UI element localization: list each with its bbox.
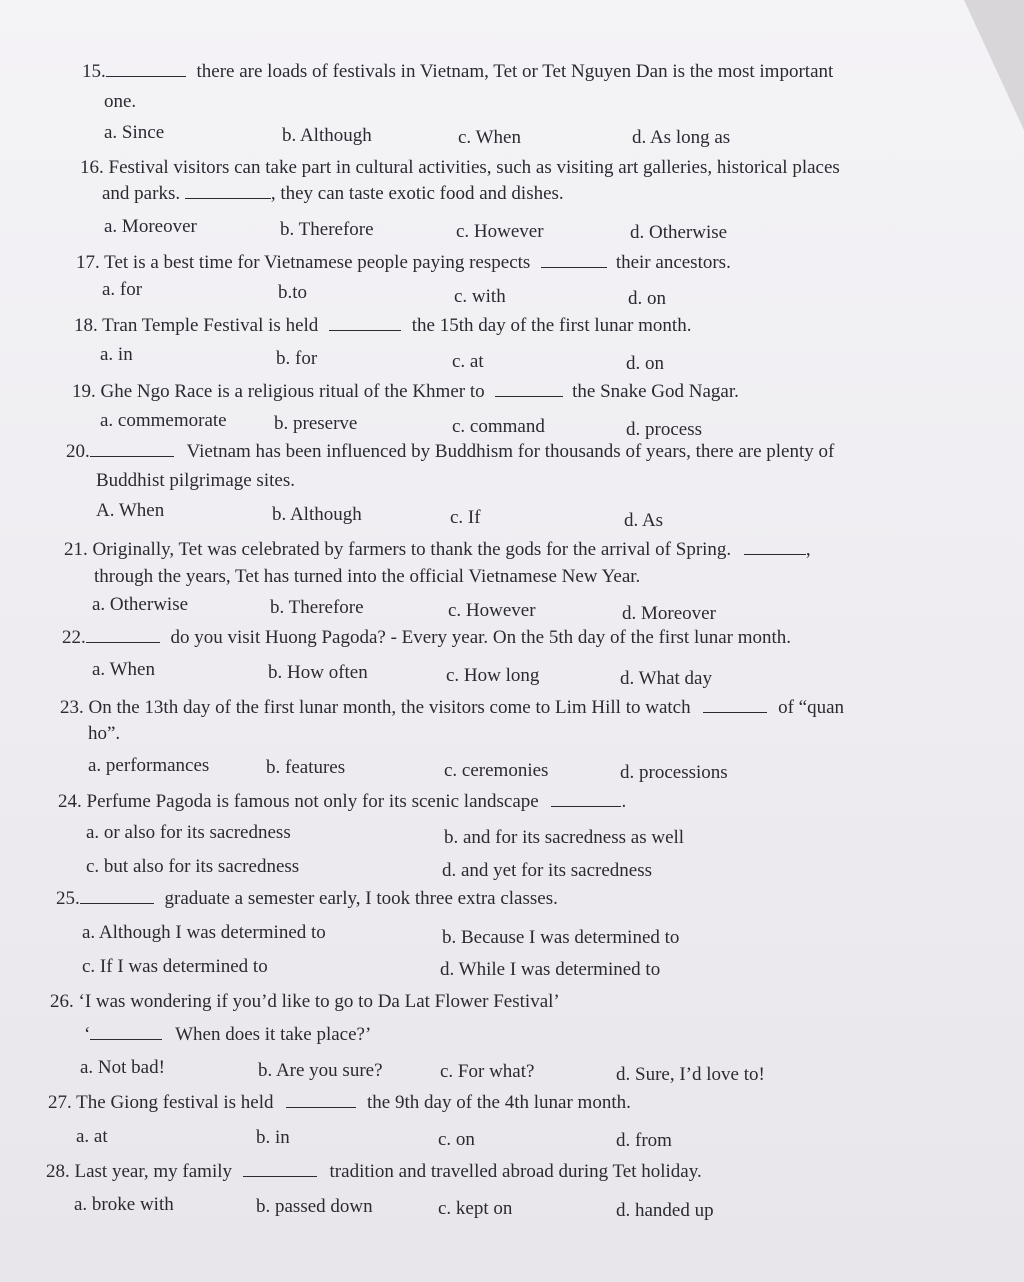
option-d[interactable]: d. While I was determined to (440, 959, 661, 980)
question-text: Tet is a best time for Vietnamese people paying respects (104, 252, 531, 273)
question-continuation: one. (104, 91, 137, 112)
answer-blank (329, 329, 401, 331)
option-c[interactable]: c. If (450, 507, 481, 528)
answer-blank (80, 902, 154, 904)
question-number: 28. (46, 1161, 70, 1182)
option-d[interactable]: d. As long as (632, 127, 731, 148)
question-continuation: Buddhist pilgrimage sites. (96, 470, 295, 491)
question-text-end: the Snake God Nagar. (572, 381, 739, 402)
question-text: there are loads of festivals in Vietnam, Tet or Tet Nguyen Dan is the most important (196, 61, 834, 82)
question-text: graduate a semester early, I took three extra classes. (164, 888, 558, 909)
answer-blank (744, 553, 806, 555)
option-a[interactable]: a. at (76, 1126, 108, 1147)
question-number: 24. (58, 791, 82, 812)
option-d[interactable]: d. processions (620, 762, 728, 783)
option-b[interactable]: b.to (278, 282, 308, 303)
option-d[interactable]: d. and yet for its sacredness (442, 860, 652, 881)
option-a[interactable]: a. Since (104, 122, 165, 143)
option-a[interactable]: a. Otherwise (92, 594, 189, 615)
question-number: 21. (64, 539, 88, 560)
question-text: Ghe Ngo Race is a religious ritual of the Khmer to (100, 381, 485, 402)
option-a[interactable]: a. commemorate (100, 410, 227, 431)
question-number: 23. (60, 697, 84, 718)
option-d[interactable]: d. from (616, 1130, 672, 1151)
option-c[interactable]: c. However (456, 221, 544, 242)
option-a[interactable]: a. broke with (74, 1194, 174, 1215)
option-d[interactable]: d. Moreover (622, 603, 716, 624)
answer-blank (703, 711, 767, 713)
option-c[interactable]: c. When (458, 127, 521, 148)
answer-blank (185, 197, 271, 199)
option-b[interactable]: b. Although (272, 504, 362, 525)
page-fold (964, 0, 1024, 130)
option-c[interactable]: c. If I was determined to (82, 956, 268, 977)
answer-blank (243, 1175, 317, 1177)
question-text: Perfume Pagoda is famous not only for its scenic landscape (86, 791, 539, 812)
option-b[interactable]: b. passed down (256, 1196, 373, 1217)
question-text: Vietnam has been influenced by Buddhism for thousands of years, there are plenty of (186, 441, 835, 462)
question-text: Tran Temple Festival is held (102, 315, 319, 336)
option-d[interactable]: d. handed up (616, 1200, 714, 1221)
answer-blank (541, 266, 607, 268)
option-c[interactable]: c. but also for its sacredness (86, 856, 300, 877)
answer-blank (551, 805, 621, 807)
option-b[interactable]: b. Are you sure? (258, 1060, 383, 1081)
option-b[interactable]: b. preserve (274, 413, 358, 434)
question-text-end: of “quan (778, 697, 845, 718)
option-c[interactable]: c. ceremonies (444, 760, 549, 781)
answer-blank (86, 641, 160, 643)
answer-blank (90, 1038, 162, 1040)
option-c[interactable]: c. How long (446, 665, 540, 686)
question-text-end: , (805, 539, 811, 560)
option-b[interactable]: b. for (276, 348, 318, 369)
question-text-end: tradition and travelled abroad during Tet holiday. (329, 1161, 702, 1182)
question-number: 22. (62, 627, 86, 648)
question-number: 25. (56, 888, 80, 909)
question-number: 19. (72, 381, 96, 402)
option-c[interactable]: c. at (452, 351, 484, 372)
question-text: Festival visitors can take part in cultural activities, such as visiting art galleries, historical places (108, 157, 840, 178)
question-continuation-end: When does it take place?’ (175, 1024, 372, 1045)
option-b[interactable]: b. Although (282, 125, 372, 146)
option-d[interactable]: d. on (626, 353, 664, 374)
option-a[interactable]: a. or also for its sacredness (86, 822, 291, 843)
question-number: 18. (74, 315, 98, 336)
option-a[interactable]: a. in (100, 344, 133, 365)
option-b[interactable]: b. Therefore (280, 219, 374, 240)
question-continuation: ‘ (84, 1024, 91, 1045)
option-c[interactable]: c. For what? (440, 1061, 535, 1082)
option-b[interactable]: b. and for its sacredness as well (444, 827, 685, 848)
option-b[interactable]: b. in (256, 1127, 290, 1148)
question-number: 16. (80, 157, 104, 178)
option-b[interactable]: b. features (266, 757, 346, 778)
option-c[interactable]: c. kept on (438, 1198, 513, 1219)
option-a[interactable]: a. Moreover (104, 216, 197, 237)
option-c[interactable]: c. command (452, 416, 545, 437)
question-text-end: the 15th day of the first lunar month. (411, 315, 692, 336)
option-a[interactable]: a. Not bad! (80, 1057, 165, 1078)
question-number: 15. (82, 61, 106, 82)
option-d[interactable]: d. Sure, I’d love to! (616, 1064, 765, 1085)
option-d[interactable]: d. Otherwise (630, 222, 728, 243)
option-a[interactable]: a. performances (88, 755, 210, 776)
option-b[interactable]: b. Therefore (270, 597, 364, 618)
option-d[interactable]: d. What day (620, 668, 712, 689)
option-d[interactable]: d. As (624, 510, 664, 531)
option-a[interactable]: a. for (102, 279, 143, 300)
question-number: 27. (48, 1092, 72, 1113)
option-c[interactable]: c. with (454, 286, 506, 307)
question-text: do you visit Huong Pagoda? - Every year. On the 5th day of the first lunar month. (170, 627, 792, 648)
option-c[interactable]: c. However (448, 600, 536, 621)
question-continuation: through the years, Tet has turned into the official Vietnamese New Year. (94, 566, 641, 587)
option-a[interactable]: A. When (96, 500, 165, 521)
question-number: 26. (50, 991, 74, 1012)
question-text: Originally, Tet was celebrated by farmers to thank the gods for the arrival of Spring. (92, 539, 732, 560)
answer-blank (90, 455, 174, 457)
option-c[interactable]: c. on (438, 1129, 475, 1150)
answer-blank (495, 395, 563, 397)
answer-blank (106, 75, 186, 77)
question-text: Last year, my family (74, 1161, 233, 1182)
question-continuation: ho”. (88, 723, 121, 744)
option-b[interactable]: b. Because I was determined to (442, 927, 680, 948)
question-number: 20. (66, 441, 90, 462)
option-b[interactable]: b. How often (268, 662, 368, 683)
question-text-end: their ancestors. (615, 252, 731, 273)
option-a[interactable]: a. When (92, 659, 155, 680)
option-a[interactable]: a. Although I was determined to (82, 922, 326, 943)
question-text: On the 13th day of the first lunar month, the visitors come to Lim Hill to watch (88, 697, 691, 718)
option-d[interactable]: d. process (626, 419, 702, 440)
question-number: 17. (76, 252, 100, 273)
question-text: The Giong festival is held (76, 1092, 274, 1113)
question-continuation: and parks. (102, 183, 181, 204)
question-text-end: the 9th day of the 4th lunar month. (367, 1092, 631, 1113)
option-d[interactable]: d. on (628, 288, 666, 309)
question-continuation-end: , they can taste exotic food and dishes. (270, 183, 564, 204)
answer-blank (286, 1106, 356, 1108)
question-text-end: . (621, 791, 627, 812)
question-text: ‘I was wondering if you’d like to go to Da Lat Flower Festival’ (78, 991, 560, 1012)
